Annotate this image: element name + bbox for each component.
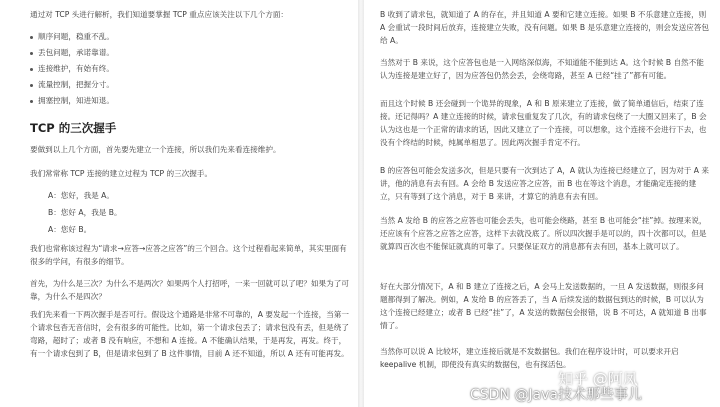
right-page [362, 0, 720, 407]
dialogue-line: A：您好 B。 [48, 225, 92, 234]
paragraph: 我们也常称该过程为“请求→应答→应答之应答”的三个回合。这个过程看起来简单，其实里面有很多的学问，有很多的细节。 [30, 244, 347, 266]
paragraph: 当然对于 B 来说，这个应答包也是一入网络深似海，不知道能不能到达 A。这个时候 B 自然不能认为连接是建立好了，因为应答包仍然会丢，会绕弯路，甚至 A 已经“挂了”都有可能。 [380, 58, 704, 80]
csdn-watermark: CSDN @Java技术那些事儿 [470, 387, 642, 403]
paragraph: 当然 A 发给 B 的应答之应答也可能会丢失，也可能会绕路，甚至 B 也可能会“挂”掉。按理来说，还应该有个应答之应答之应答，这样下去就没底了。所以四次握手是可以的，四十次都可以，但是就算四百次也不能保证就真的可靠了。只要保证双方的消息都有去有回，基本上就可以了。 [380, 216, 707, 251]
section-heading: TCP 的三次握手 [30, 121, 117, 135]
bullet-dot-icon [30, 100, 33, 103]
bullet-dot-icon [30, 84, 33, 87]
bullet-item: 拥塞控制，知进知退。 [30, 95, 114, 106]
bullet-item: 丢包问题，承诺靠谱。 [30, 47, 114, 58]
paragraph: B 的应答包可能会发送多次，但是只要有一次到达了 A，A 就认为连接已经建立了，因为对于 A 来讲，他的消息有去有回。A 会给 B 发送应答之应答，而 B 也在等这个消息，才能确定连接的建立，只有等到了这个消息，对于 B 来讲，才算它的消息有去有回。 [380, 166, 710, 201]
zhihu-watermark: 知乎 @阿凤 [558, 370, 638, 388]
paragraph: 首先，为什么是三次？为什么不是两次？如果两个人打招呼，一来一回就可以了吧？如果为了可靠，为什么不是四次？ [30, 279, 349, 301]
bullet-item: 连接维护，有始有终。 [30, 63, 114, 74]
bullet-item: 顺序问题，稳重不乱。 [30, 31, 114, 42]
bullet-dot-icon [30, 36, 33, 39]
dialogue-line: B：您好 A，我是 B。 [48, 208, 122, 217]
paragraph: 当然你可以说 A 比较坏，建立连接后就是不发数据包。我们在程序设计时，可以要求开启 keepalive 机制，即使没有真实的数据包，也有探活包。 [380, 347, 679, 369]
paragraph: B 收到了请求包，就知道了 A 的存在，并且知道 A 要和它建立连接。如果 B 不乐意建立连接，则 A 会重试一段时间后放弃，连接建立失败，没有问题。如果 B 是乐意建立连接的，则会发送应答包给 A。 [380, 10, 709, 45]
paragraph: 要做到以上几个方面，首先要先建立一个连接，所以我们先来看连接维护。 [30, 145, 281, 154]
paragraph: 我们先来看一下两次握手是否可行。假设这个通路是非常不可靠的，A 要发起一个连接，当第一个请求包杳无音信时，会有很多的可能性。比如，第一个请求包丢了；请求包没有丢，但是绕了弯路，超时了；或者 B 没有响应，不想和 A 连接。A 不能确认结果，于是再发，再发。终于，有一个请求包到了 B，但是请求包到了 B 这件事情，目前 A 还不知道，所以 A 还有可能再发。 [30, 310, 349, 358]
intro-paragraph: 通过对 TCP 头进行解析，我们知道要掌握 TCP 重点应该关注以下几个方面： [30, 10, 289, 19]
bullet-dot-icon [30, 52, 33, 55]
paragraph: 好在大部分情况下，A 和 B 建立了连接之后，A 会马上发送数据的，一旦 A 发送数据，则很多问题都得到了解决。例如，A 发给 B 的应答丢了，当 A 后续发送的数据包到达的时候，B 可以认为这个连接已经建立；或者 B 已经“挂”了，A 发送的数据包会报错，说 B 不可达，A 就知道 B 出事情了。 [380, 282, 707, 330]
bullet-dot-icon [30, 68, 33, 71]
paragraph: 而且这个时候 B 还会碰到一个诡异的现象，A 和 B 原来建立了连接，做了简单通信后，结束了连接。还记得吗？A 建立连接的时候，请求包重复发了几次，有的请求包绕了一大圈又回来了，B 会认为这也是一个正常的请求的话，因此又建立了一个连接，可以想象，这个连接不会进行下去，也没有个终结的时候，纯属单相思了。因此两次握手肯定不行。 [380, 99, 707, 147]
paragraph: 我们常常称 TCP 连接的建立过程为 TCP 的三次握手。 [30, 169, 213, 178]
bullet-item: 流量控制，把握分寸。 [30, 79, 114, 90]
dialogue-line: A：您好，我是 A。 [48, 191, 114, 200]
